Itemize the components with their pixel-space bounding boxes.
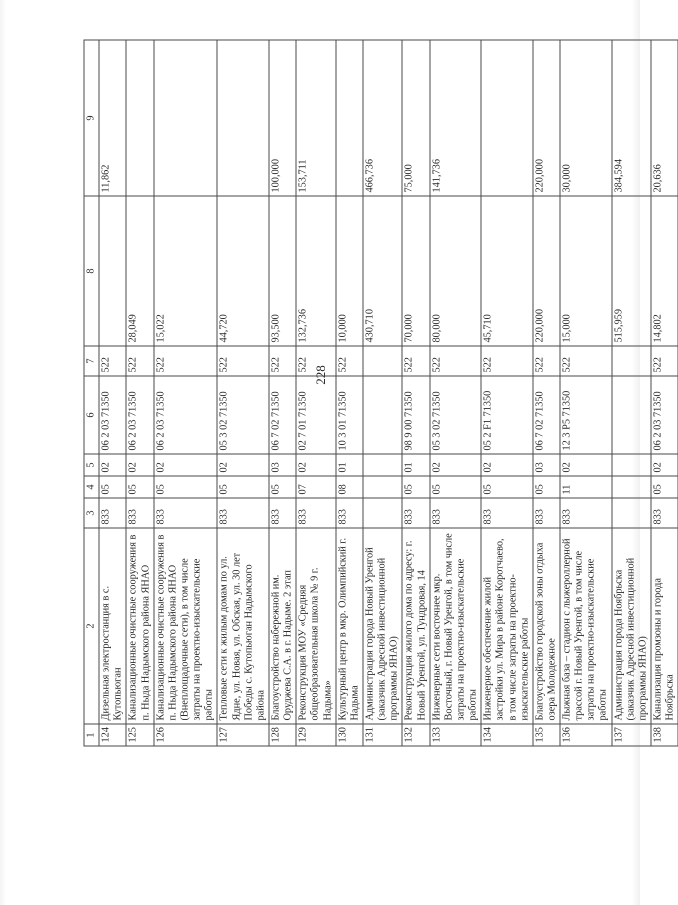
subsection-code: 02 [217, 454, 269, 476]
target-article-code [611, 376, 650, 454]
row-number: 125 [126, 724, 153, 746]
subsection-code: 02 [429, 454, 481, 476]
target-article-code: 06 2 03 71350 [153, 376, 217, 454]
amount-year-2: 141,736 [429, 40, 481, 196]
subsection-code [362, 454, 401, 476]
row-number: 128 [268, 724, 295, 746]
row-number: 133 [429, 724, 481, 746]
object-name: Дизельная электростанция в с. Кутопьюган [99, 528, 126, 724]
section-code: 05 [99, 476, 126, 498]
amount-year-2 [126, 40, 153, 196]
ministry-code: 833 [560, 498, 612, 528]
section-code [611, 476, 650, 498]
row-number: 137 [611, 724, 650, 746]
object-name: Тепловые сети к жилым домам по ул. Ядне, ул. Новая, ул. Обская, ул. 30 лет Победы с. Кутопьюган Надымского района [217, 528, 269, 724]
amount-year-2: 11,862 [99, 40, 126, 196]
section-code [362, 476, 401, 498]
subsection-code: 03 [532, 454, 559, 476]
rotated-table-container [83, 40, 676, 746]
table-row [560, 40, 612, 746]
ministry-code: 833 [268, 498, 295, 528]
ministry-code: 833 [429, 498, 481, 528]
row-number: 136 [560, 724, 612, 746]
amount-year-1: 14,802 [651, 196, 678, 346]
target-article-code: 05 3 02 71350 [429, 376, 481, 454]
subsection-code: 03 [268, 454, 295, 476]
budget-table [83, 39, 678, 746]
subsection-code: 02 [481, 454, 533, 476]
section-code: 05 [402, 476, 429, 498]
expense-type-code: 522 [481, 346, 533, 376]
row-number: 124 [99, 724, 126, 746]
table-row [429, 40, 481, 746]
table-row [296, 40, 335, 746]
target-article-code: 06 7 02 71350 [532, 376, 559, 454]
table-row [126, 40, 153, 746]
expense-type-code: 522 [335, 346, 362, 376]
target-article-code: 06 7 02 71350 [268, 376, 295, 454]
amount-year-1: 15,000 [560, 196, 612, 346]
header-cell: 6 [84, 376, 99, 454]
amount-year-2: 100,000 [268, 40, 295, 196]
row-number: 130 [335, 724, 362, 746]
amount-year-1: 15,022 [153, 196, 217, 346]
amount-year-1 [99, 196, 126, 346]
amount-year-1: 80,000 [429, 196, 481, 346]
object-name: Реконструкция жилого дома по адресу: г. Новый Уренгой, ул. Тундровая, 14 [402, 528, 429, 724]
header-cell: 8 [84, 196, 99, 346]
section-code: 05 [153, 476, 217, 498]
header-cell: 4 [84, 476, 99, 498]
expense-type-code: 522 [429, 346, 481, 376]
ministry-code: 833 [402, 498, 429, 528]
ministry-code [611, 498, 650, 528]
section-code: 05 [126, 476, 153, 498]
target-article-code: 05 2 F1 71350 [481, 376, 533, 454]
table-row [335, 40, 362, 746]
amount-year-2 [217, 40, 269, 196]
subsection-code: 02 [126, 454, 153, 476]
amount-year-1: 430,710 [362, 196, 401, 346]
row-number: 127 [217, 724, 269, 746]
amount-year-1: 28,049 [126, 196, 153, 346]
table-row [651, 40, 678, 746]
object-name: Благоустройство набережной им. Оруджева С.А. в г. Надыме. 2 этап [268, 528, 295, 724]
amount-year-2: 30,000 [560, 40, 612, 196]
object-name: Лыжная база – стадион с лыжероллерной трассой г. Новый Уренгой, в том числе затраты на проектно-изыскательские работы [560, 528, 612, 724]
table-row [611, 40, 650, 746]
ministry-code: 833 [481, 498, 533, 528]
object-name: Инженерное обеспечение жилой застройки ул. Мира в районе Коротчаево, в том числе затраты на проектно-изыскательские работы [481, 528, 533, 724]
row-number: 132 [402, 724, 429, 746]
expense-type-code [611, 346, 650, 376]
amount-year-1: 10,000 [335, 196, 362, 346]
section-code: 05 [481, 476, 533, 498]
amount-year-1: 93,500 [268, 196, 295, 346]
object-name: Администрация города Новый Уренгой (заказчик Адресной инвестиционной программы ЯНАО) [362, 528, 401, 724]
table-row [362, 40, 401, 746]
target-article-code: 10 3 01 71350 [335, 376, 362, 454]
subsection-code: 02 [651, 454, 678, 476]
row-number: 138 [651, 724, 678, 746]
table-row [532, 40, 559, 746]
ministry-code: 833 [153, 498, 217, 528]
ministry-code: 833 [296, 498, 335, 528]
object-name: Канализация промзоны и города Ноябрьска [651, 528, 678, 724]
row-number: 134 [481, 724, 533, 746]
header-cell: 1 [84, 724, 99, 746]
target-article-code: 05 3 02 71350 [217, 376, 269, 454]
amount-year-1: 70,000 [402, 196, 429, 346]
amount-year-2 [153, 40, 217, 196]
target-article-code: 12 3 P5 71350 [560, 376, 612, 454]
target-article-code: 06 2 03 71350 [126, 376, 153, 454]
subsection-code: 02 [560, 454, 612, 476]
expense-type-code: 522 [560, 346, 612, 376]
header-row [84, 40, 99, 746]
target-article-code: 06 2 03 71350 [651, 376, 678, 454]
target-article-code: 02 7 01 71350 [296, 376, 335, 454]
target-article-code [362, 376, 401, 454]
amount-year-2 [335, 40, 362, 196]
expense-type-code [362, 346, 401, 376]
subsection-code: 02 [99, 454, 126, 476]
amount-year-1: 44,720 [217, 196, 269, 346]
ministry-code: 833 [99, 498, 126, 528]
ministry-code: 833 [335, 498, 362, 528]
object-name: Реконструкция МОУ «Средняя общеобразовательная школа № 9 г. Надыма» [296, 528, 335, 724]
expense-type-code: 522 [153, 346, 217, 376]
ministry-code: 833 [126, 498, 153, 528]
section-code: 05 [651, 476, 678, 498]
table-row [217, 40, 269, 746]
ministry-code: 833 [217, 498, 269, 528]
header-cell: 7 [84, 346, 99, 376]
ministry-code [362, 498, 401, 528]
header-cell: 3 [84, 498, 99, 528]
header-cell: 2 [84, 528, 99, 724]
expense-type-code: 522 [217, 346, 269, 376]
amount-year-2: 466,736 [362, 40, 401, 196]
object-name: Канализационные очистные сооружения в п. Ныда Надымского района ЯНАО (Внеплощадочные сети), в том числе затраты на проектно-изыскательские работы [153, 528, 217, 724]
amount-year-1: 515,959 [611, 196, 650, 346]
section-code: 05 [429, 476, 481, 498]
table-row [402, 40, 429, 746]
object-name: Канализационные очистные сооружения в п. Ныда Надымского района ЯНАО [126, 528, 153, 724]
section-code: 05 [532, 476, 559, 498]
expense-type-code: 522 [532, 346, 559, 376]
subsection-code: 02 [153, 454, 217, 476]
row-number: 126 [153, 724, 217, 746]
header-cell: 9 [84, 40, 99, 196]
ministry-code: 833 [532, 498, 559, 528]
amount-year-1: 220,000 [532, 196, 559, 346]
expense-type-code: 522 [126, 346, 153, 376]
object-name: Администрация города Ноябрьска (заказчик Адресной инвестиционной программы ЯНАО) [611, 528, 650, 724]
expense-type-code: 522 [268, 346, 295, 376]
section-code: 05 [268, 476, 295, 498]
expense-type-code: 522 [402, 346, 429, 376]
section-code: 11 [560, 476, 612, 498]
amount-year-1: 45,710 [481, 196, 533, 346]
amount-year-2 [481, 40, 533, 196]
target-article-code: 06 2 03 71350 [99, 376, 126, 454]
subsection-code: 01 [335, 454, 362, 476]
page-number: 228 [313, 365, 328, 385]
section-code: 08 [335, 476, 362, 498]
amount-year-1: 132,736 [296, 196, 335, 346]
object-name: Благоустройство городской зоны отдыха озера Молодежное [532, 528, 559, 724]
table-row [153, 40, 217, 746]
table-row [481, 40, 533, 746]
header-cell: 5 [84, 454, 99, 476]
amount-year-2: 384,594 [611, 40, 650, 196]
target-article-code: 98 9 00 71350 [402, 376, 429, 454]
object-name: Инженерные сети восточнее мкр. Восточный, г. Новый Уренгой, в том числе затраты на проектно-изыскательские работы [429, 528, 481, 724]
table-row [99, 40, 126, 746]
row-number: 135 [532, 724, 559, 746]
table-row [268, 40, 295, 746]
ministry-code: 833 [651, 498, 678, 528]
expense-type-code: 522 [296, 346, 335, 376]
expense-type-code: 522 [651, 346, 678, 376]
object-name: Культурный центр в мкр. Олимпийский г. Надыма [335, 528, 362, 724]
amount-year-2: 75,000 [402, 40, 429, 196]
subsection-code: 02 [296, 454, 335, 476]
row-number: 131 [362, 724, 401, 746]
section-code: 07 [296, 476, 335, 498]
row-number: 129 [296, 724, 335, 746]
amount-year-2: 220,000 [532, 40, 559, 196]
subsection-code: 01 [402, 454, 429, 476]
section-code: 05 [217, 476, 269, 498]
amount-year-2: 20,636 [651, 40, 678, 196]
amount-year-2: 153,711 [296, 40, 335, 196]
subsection-code [611, 454, 650, 476]
expense-type-code: 522 [99, 346, 126, 376]
